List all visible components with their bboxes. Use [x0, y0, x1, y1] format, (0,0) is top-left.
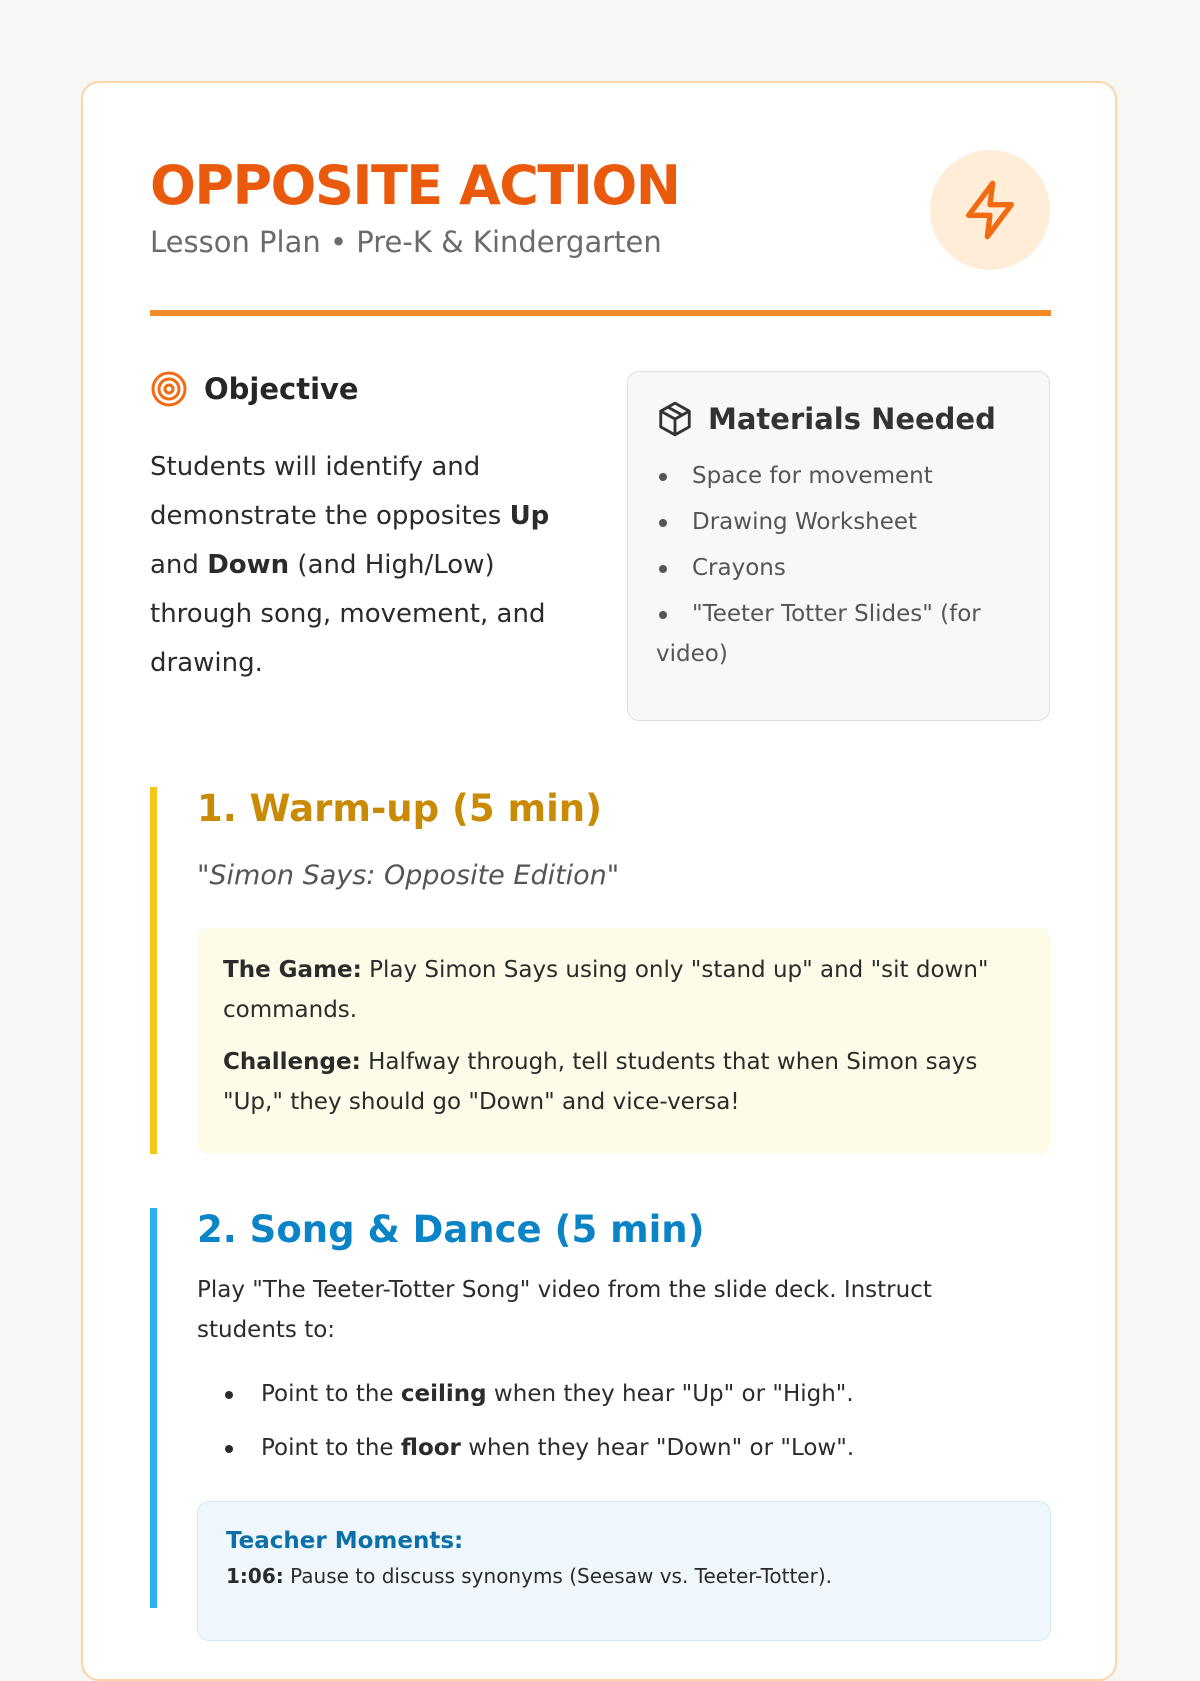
target-icon: [150, 370, 188, 408]
objective-text-part: (and High/Low) through song, movement, and drawing.: [150, 550, 546, 678]
moment-text: Pause to discuss synonyms (Seesaw vs. Teeter-Totter).: [283, 1564, 832, 1588]
materials-list: [656, 456, 1021, 674]
point-bold: ceiling: [400, 1381, 487, 1407]
point-text: Point to the: [261, 1381, 401, 1407]
warmup-section: [150, 787, 1051, 1154]
challenge-label: Challenge:: [223, 1049, 361, 1075]
game-text: Play Simon Says using only "stand up" and "sit down" commands.: [223, 957, 989, 1023]
objective-text-part: Students will identify and demonstrate the opposites: [150, 452, 510, 531]
list-item: "Teeter Totter Slides" (for video): [656, 594, 1021, 674]
game-rule: [223, 950, 1025, 1030]
song-title: 2. Song & Dance (5 min): [197, 1208, 705, 1251]
page-title: OPPOSITE ACTION: [150, 154, 680, 217]
song-intro: Play "The Teeter-Totter Song" video from the slide deck. Instruct students to:: [197, 1277, 932, 1343]
point-bold: floor: [400, 1435, 461, 1461]
header-divider: [150, 310, 1051, 316]
song-points: [197, 1374, 854, 1482]
page-subtitle: Lesson Plan • Pre-K & Kindergarten: [150, 225, 662, 259]
moment-time: 1:06:: [226, 1564, 284, 1588]
list-item: [197, 1374, 854, 1414]
teacher-moments-title: Teacher Moments:: [226, 1528, 464, 1554]
game-box: [197, 928, 1051, 1154]
game-label: The Game:: [223, 957, 362, 983]
teacher-moment: [226, 1564, 1022, 1588]
list-item: Space for movement: [656, 456, 1021, 496]
challenge-rule: [223, 1042, 1025, 1122]
objective-bold-up: Up: [509, 501, 550, 531]
objective-text: [150, 443, 580, 688]
point-text: when they hear "Up" or "High".: [486, 1381, 854, 1407]
song-section: [150, 1208, 1051, 1608]
package-icon: [656, 400, 694, 438]
challenge-text: Halfway through, tell students that when Simon says "Up," they should go "Down" and vice-versa!: [223, 1049, 978, 1115]
warmup-quote: "Simon Says: Opposite Edition": [197, 860, 620, 891]
list-item: Crayons: [656, 548, 1021, 588]
lightning-bolt-badge: [930, 150, 1050, 270]
warmup-title: 1. Warm-up (5 min): [197, 787, 603, 830]
objective-title: Objective: [204, 372, 359, 406]
list-item: Drawing Worksheet: [656, 502, 1021, 542]
point-text: when they hear "Down" or "Low".: [460, 1435, 855, 1461]
materials-box: [627, 371, 1050, 721]
objective-text-part: and: [150, 550, 208, 580]
objective-heading: [150, 370, 359, 408]
lightning-bolt-icon: [958, 178, 1022, 242]
point-text: Point to the: [261, 1435, 401, 1461]
objective-bold-down: Down: [207, 550, 290, 580]
materials-title: Materials Needed: [708, 402, 996, 436]
list-item: [197, 1428, 854, 1468]
teacher-moments-box: [197, 1501, 1051, 1641]
materials-heading: [656, 400, 1021, 438]
